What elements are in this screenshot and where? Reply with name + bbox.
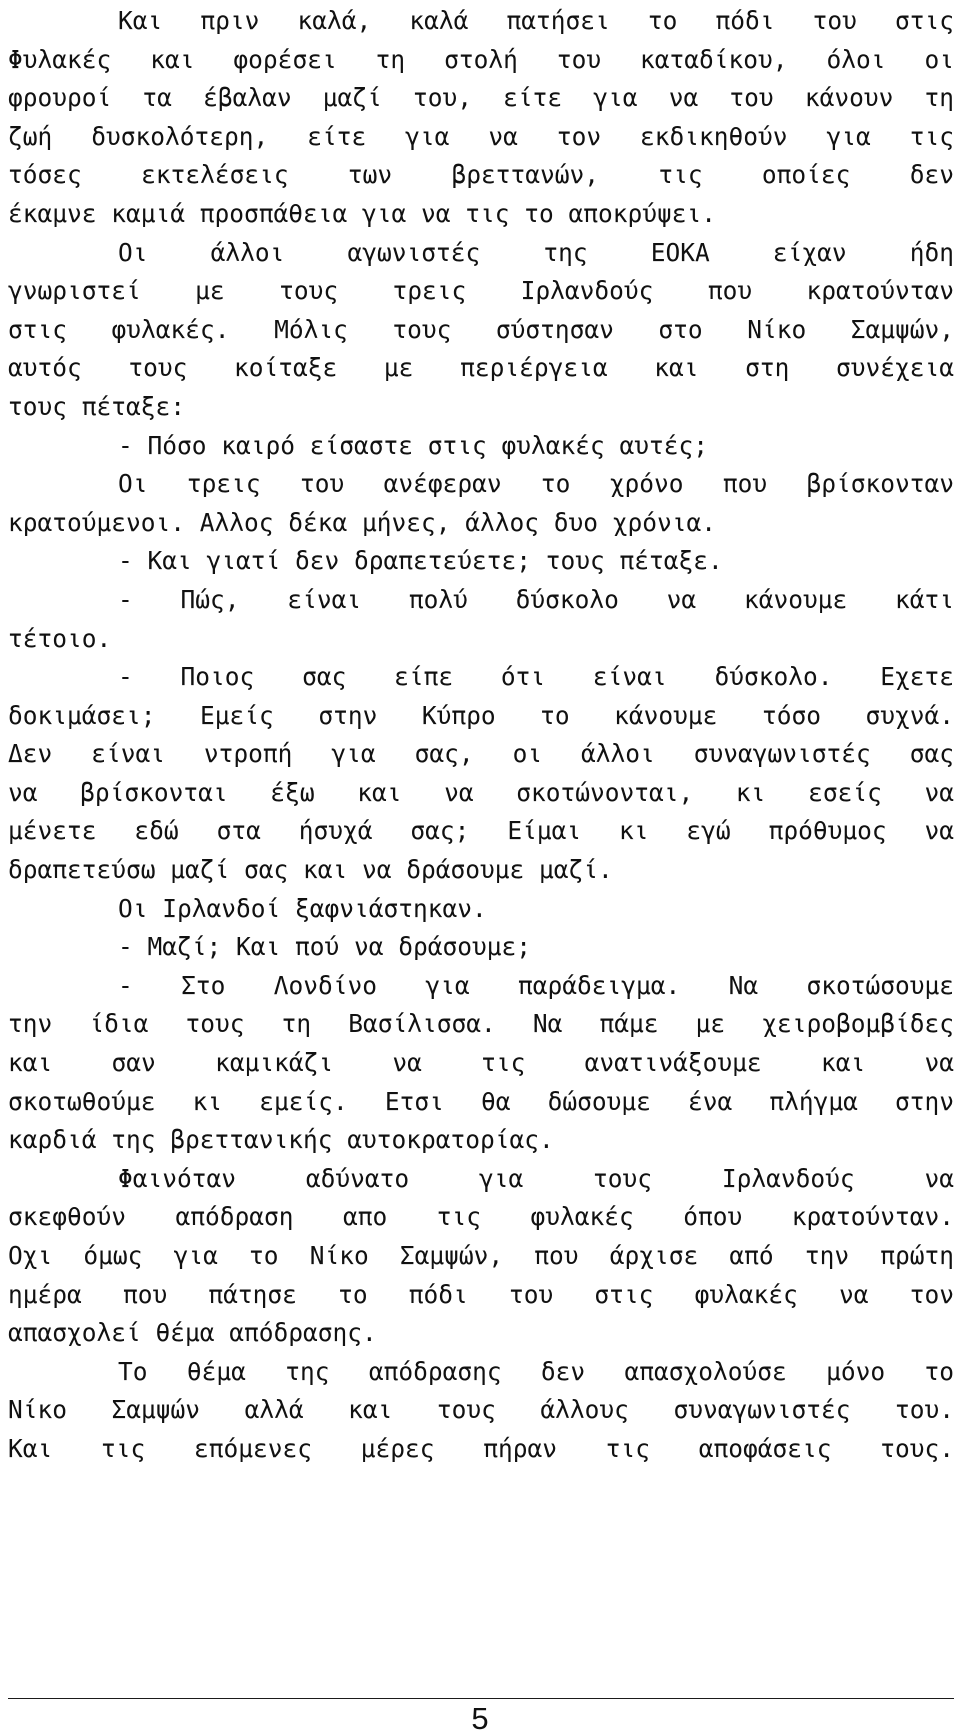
text-line: σκοτωθούμε κι εμείς. Ετσι θα δώσουμε ένα πλήγμα στην [8, 1086, 954, 1116]
text-line: τόσες εκτελέσεις των βρεττανών, τις οποίες δεν [8, 160, 954, 190]
text-line: απασχολεί θέμα απόδρασης. [8, 1318, 377, 1348]
text-line: και σαν καμικάζι να τις ανατινάξουμε και να [8, 1048, 954, 1078]
text-line: Οι Ιρλανδοί ξαφνιάστηκαν. [118, 893, 487, 923]
text-line: - Ποιος σας είπε ότι είναι δύσκολο. Εχετε [118, 662, 954, 692]
text-line: ζωή δυσκολότερη, είτε για να τον εκδικηθούν για τις [8, 121, 954, 151]
body-text [8, 2, 954, 1469]
page-number: 5 [471, 1701, 489, 1736]
text-line: Νίκο Σαμψών αλλά και τους άλλους συναγωνιστές του. [8, 1395, 954, 1425]
text-line: γνωριστεί με τους τρεις Ιρλανδούς που κρατούνταν [8, 276, 954, 306]
text-line: Φυλακές και φορέσει τη στολή του καταδίκου, όλοι οι [8, 44, 954, 74]
text-line: Οχι όμως για το Νίκο Σαμψών, που άρχισε από την πρώτη [8, 1241, 954, 1270]
text-line: σκεφθούν απόδραση απο τις φυλακές όπου κρατούνταν. [8, 1202, 954, 1232]
text-line: αυτός τους κοίταξε με περιέργεια και στη συνέχεια [8, 353, 954, 383]
text-line: - Πώς, είναι πολύ δύσκολο να κάνουμε κάτι [118, 584, 954, 614]
text-line: Και τις επόμενες μέρες πήραν τις αποφάσεις τους. [8, 1433, 954, 1463]
text-line: - Μαζί; Και πού να δράσουμε; [118, 932, 532, 962]
text-line: δοκιμάσει; Εμείς στην Κύπρο το κάνουμε τόσο συχνά. [8, 700, 954, 730]
text-line: έκαμνε καμιά προσπάθεια για να τις το αποκρύψει. [8, 198, 717, 228]
text-line: - Πόσο καιρό είσαστε στις φυλακές αυτές; [118, 430, 709, 460]
text-line: δραπετεύσω μαζί σας και να δράσουμε μαζί. [8, 855, 613, 885]
text-line: - Και γιατί δεν δραπετεύετε; τους πέταξε. [118, 546, 723, 576]
text-line: Φαινόταν αδύνατο για τους Ιρλανδούς να [118, 1163, 954, 1193]
text-line: Δεν είναι ντροπή για σας, οι άλλοι συναγωνιστές σας [8, 739, 954, 769]
footer-divider [8, 1698, 954, 1699]
text-line: - Στο Λονδίνο για παράδειγμα. Να σκοτώσουμε [118, 970, 954, 1000]
text-line: Και πριν καλά, καλά πατήσει το πόδι του στις [118, 6, 954, 35]
text-line: φρουροί τα έβαλαν μαζί του, είτε για να του κάνουν τη [8, 83, 954, 113]
text-line: στις φυλακές. Μόλις τους σύστησαν στο Νίκο Σαμψών, [8, 314, 954, 344]
text-line: τέτοιο. [8, 623, 112, 653]
text-line: καρδιά της βρεττανικής αυτοκρατορίας. [8, 1125, 554, 1155]
text-line: την ίδια τους τη Βασίλισσα. Να πάμε με χειροβομβίδες [8, 1009, 954, 1039]
text-line: μένετε εδώ στα ήσυχά σας; Είμαι κι εγώ πρόθυμος να [8, 816, 954, 846]
text-line: τους πέταξε: [8, 391, 186, 421]
text-line: κρατούμενοι. Αλλος δέκα μήνες, άλλος δυο χρόνια. [8, 507, 717, 537]
text-line: να βρίσκονται έξω και να σκοτώνονται, κι εσείς να [8, 777, 954, 807]
text-line: Οι άλλοι αγωνιστές της ΕΟΚΑ είχαν ήδη [118, 237, 954, 267]
text-line: ημέρα που πάτησε το πόδι του στις φυλακές να τον [8, 1279, 954, 1309]
text-line: Το θέμα της απόδρασης δεν απασχολούσε μόνο το [118, 1356, 954, 1386]
text-line: Οι τρεις του ανέφεραν το χρόνο που βρίσκονταν [118, 469, 954, 499]
